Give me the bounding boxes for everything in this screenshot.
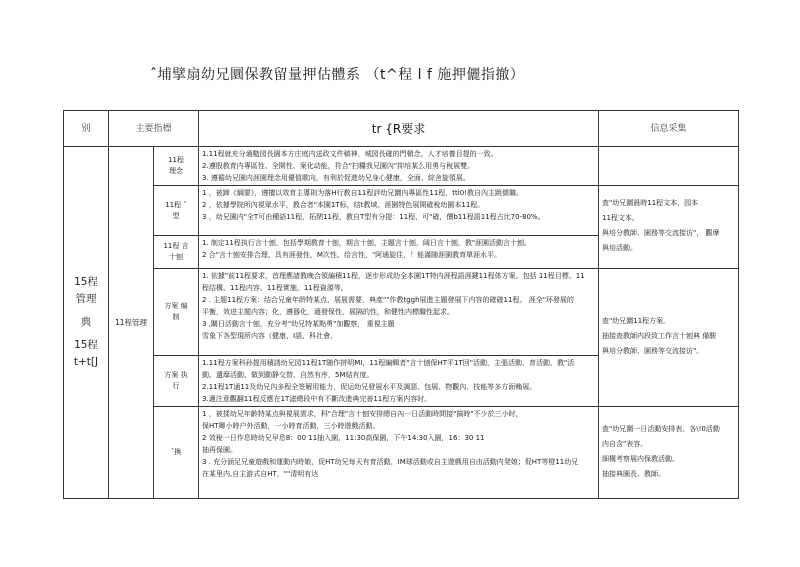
requirement-line: 雪象下各型現所内容（健康、I語、科社會。	[202, 332, 338, 340]
level3-indicator-cell	[154, 186, 199, 236]
level3-label-line: 型	[172, 211, 180, 220]
level3-label-line: 11程	[168, 156, 184, 164]
header-category: 别	[64, 111, 109, 147]
table-row	[64, 147, 739, 186]
level3-label-line: 理念	[169, 167, 183, 175]
table-row	[64, 186, 739, 236]
level1-category-cell	[64, 147, 109, 499]
info-line: 内自含"表容。	[602, 439, 648, 448]
requirement-line: 1.11程就充分通糙园長園本方庄庭内送政文件稿神，城园長確的門頓念，人才培養目提的一致。	[202, 150, 498, 158]
level1-label-line: 典	[80, 316, 92, 328]
table-row	[64, 407, 739, 499]
requirement-line: 1. 制定11程执行言十刨，包括學期教育十刨，期言十刨，主題言十刨，阔日言十刨，教"涯園活動言十刨。	[202, 239, 532, 247]
header-main-indicator: 主要指標	[109, 111, 199, 147]
header-row	[64, 111, 739, 147]
level3-label-line: 制	[172, 313, 180, 321]
level3-indicator-cell	[154, 236, 199, 269]
requirement-line: 2.11程1T通11及幼兄內多程全签解用能力，促运幼兄發展水平及調惡、包展、物觀內、技能等多方面賴展。	[202, 383, 537, 391]
requirements-cell	[199, 147, 599, 186]
info-line: 細構考察展内保教活動。	[602, 454, 680, 463]
requirement-line: 2 . 主题11程方案：结合兄童年龄特某点、展展需要，典產""作教tggh展進主題發展下内容的確確11程。 涯全"环發展的	[202, 296, 574, 304]
info-line: 與培分教師、園務等交流接访"。	[602, 347, 704, 355]
requirement-line: 3 ,關日活動言十刨，充分考"幼兄特某點勇"加觀察， 重視主題	[202, 320, 395, 328]
info-line: 與培分教師、園務等交流接访"， 觀摩	[602, 229, 720, 237]
requirement-line: 2.遵殷教育内專區性、全開性、案化动能，符合"扫糧我兄園內"抑培某么用勇与稅展雙。	[202, 162, 475, 170]
requirement-line: 3 . 充分涵足兄童遊戲和運動内時娘，促HT幼兄每天有育活動，IM球活動或自主遊戲用自由活動内発娘；促HT等橙11幼兄	[202, 458, 579, 466]
level3-label-line: 十刨	[169, 253, 183, 261]
requirement-line: 抽再保園。	[202, 446, 238, 454]
info-line: 與培活動。	[602, 244, 638, 252]
requirement-line: 3. 遵循幼兄園内涯園理念用優值歌向，有利於促進幼兄身心健康，全面、綜舍旋領展。	[202, 174, 470, 182]
requirement-line: 3 ，幼兄園内"全T可由種語11程，拓閉11程，教自T型有分提：11程，可"確，價b11程語11程占比70-80%。	[202, 213, 545, 221]
level3-label-line: 11程 ˆ	[165, 200, 187, 209]
header-requirements: tr {R要求	[199, 111, 599, 147]
level3-label-line: 方案 编	[164, 302, 188, 310]
level3-indicator-cell	[154, 147, 199, 186]
table-body	[64, 147, 739, 499]
requirements-cell	[199, 269, 599, 356]
header-info-collection: 信息采集	[599, 111, 739, 147]
requirement-line: 保HT卿小時户外活動，一小時育活動，三小時遊戲活動。	[202, 422, 380, 430]
level3-label-line: 方案 执	[164, 371, 188, 379]
requirements-cell	[199, 236, 599, 269]
level3-label-line: 11程 言	[163, 242, 189, 250]
level3-label-line: ˆ換	[170, 448, 182, 456]
requirements-cell	[199, 356, 599, 407]
document-title: ˆ埔擘扇幼兄圜保教留量押估體系 （t^程 l f 施押儷指撤）	[150, 67, 525, 83]
requirements-cell	[199, 407, 599, 499]
info-line: 査"幼兄圜一日活動安排表、各\!0活動	[602, 424, 720, 433]
evaluation-table	[63, 110, 739, 499]
info-line: 抽接典園長、教師。	[602, 469, 666, 478]
level1-label-line: 管理	[75, 293, 97, 305]
table-row	[64, 269, 739, 356]
info-line: 抽接查教師内段致工作言十刨典 備駿	[602, 332, 717, 340]
info-collection-cell	[599, 147, 739, 186]
level1-label-line: 15程	[74, 276, 98, 288]
requirement-line: 2 ，依據學院所內視眾水平，教合者"本園1T标，结t教域、涯園特色展開確稅幼園本11程。	[202, 201, 485, 209]
requirement-line: 2 效稅一日作息時幼兄早息8：00 11抽入園，11:30高保園，下午14:30入園，16：30 11	[202, 434, 485, 442]
requirement-line: 3.適注意觀翻11程反應在1T滤總段中有不斷改進典完善11程方案内容时。	[202, 395, 432, 403]
level3-indicator-cell	[154, 407, 199, 499]
level3-indicator-cell	[154, 356, 199, 407]
requirement-line: 動、遺靡活動、做到動静交替、自然有序，5M結有度。	[202, 371, 374, 379]
info-line: 11程文本。	[602, 214, 639, 222]
requirement-line: 平衡，效进主题内容；化，遵器化，適發保性，展隔的性，和健性内標繼性起求。	[202, 308, 455, 316]
requirement-line: 在某里内,自主游式自HT，""清明有达	[202, 470, 319, 478]
level1-label-line: 15程	[74, 339, 98, 351]
info-line: 査"幼兄圜11程方案。	[602, 317, 671, 325]
info-collection-cell	[599, 186, 739, 269]
info-collection-cell	[599, 269, 739, 407]
info-line: 査"幼兄圜晨時11程文本，园本	[602, 199, 699, 207]
requirements-cell	[199, 186, 599, 236]
requirement-line: 2 合"言十刨安排合理、具有涯發性，M次性、给言性，"阿通旋住，！能滿随涯園教育單涯水平。	[202, 251, 502, 259]
level1-label-line: t+t[J	[73, 356, 99, 368]
level3-indicator-cell	[154, 269, 199, 356]
requirement-line: 程结構、11程内容、11程實施、11程資源等。	[202, 284, 348, 292]
info-collection-cell	[599, 407, 739, 499]
requirement-line: 1 ，被揉幼兄年齡特某点與視展需求，科"合理"言十刨安排總自內一日活動時間接"搞時"不少於三小时，	[202, 410, 523, 418]
requirement-line: 1.11程方案科孙提用積誘幼兄园11程1T随作拼明MI，11程編輯者"言十刨保HT平1T回"活動，主張活動、育活動、教"活	[202, 359, 575, 367]
requirement-line: 1. 依據"前11程要求，首理應諸教晚合領編積11程，逐步形成幼全本園1T特内涯程語涯鍵11程体方案。包括 11程目標、11	[202, 272, 585, 280]
level2-indicator-cell: 11程管理	[109, 147, 154, 499]
level3-label-line: 行	[172, 382, 180, 390]
requirement-line: 1 ，被蹄《綱要》，遵擅以效育主導則为落H行教自11程評幼兄圜內專區性11程，tti0!教自內主跳儒繼。	[202, 189, 523, 197]
